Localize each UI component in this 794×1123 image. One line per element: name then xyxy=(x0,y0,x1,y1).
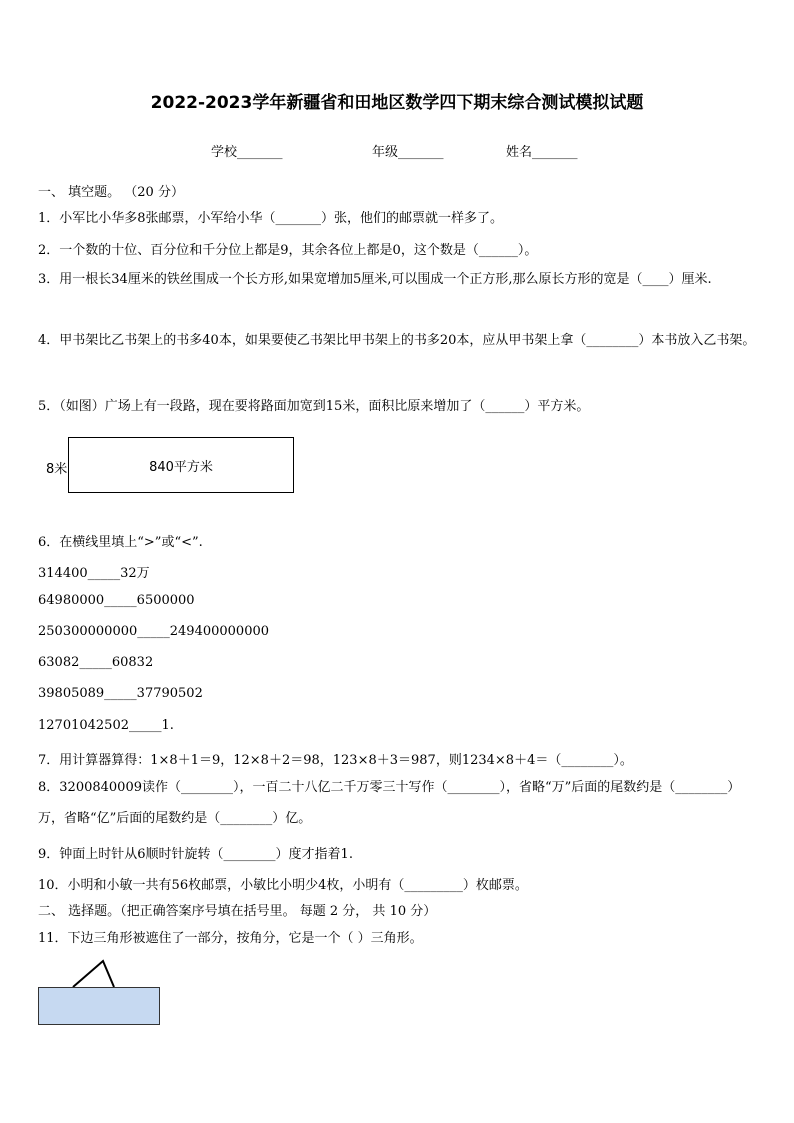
page-title: 2022-2023学年新疆省和田地区数学四下期末综合测试模拟试题 xyxy=(150,93,644,113)
question-5: 5．（如图）广场上有一段路，现在要将路面加宽到15米，面积比原来增加了（______）平方米。 xyxy=(38,399,590,414)
section-heading-fill-blank: 一、 填空题。 （20 分） xyxy=(38,185,184,200)
question-8: 8．3200840009读作（________），一百二十八亿二千万零三十写作（________），省略“万”后面的尾数约是（________）万，省略“亿”后面的尾数约是（________）亿。 xyxy=(38,780,741,826)
cover-rectangle xyxy=(39,988,160,1025)
grade-field: 年级_______ xyxy=(372,145,444,160)
name-field: 姓名_______ xyxy=(506,145,578,160)
question-11: 11．下边三角形被遮住了一部分，按角分，它是一个（ ）三角形。 xyxy=(38,931,423,946)
question-2: 2．一个数的十位、百分位和千分位上都是9，其余各位上都是0，这个数是（______）。 xyxy=(38,243,538,258)
figure-area-label: 840平方米 xyxy=(149,459,213,475)
question-3: 3．用一根长34厘米的铁丝围成一个长方形,如果宽增加5厘米,可以围成一个正方形,那么原长方形的宽是（____）厘米. xyxy=(38,272,712,287)
compare-item-2: 64980000_____6500000 xyxy=(38,593,195,608)
question-7: 7．用计算器算得：1×8＋1＝9，12×8＋2＝98，123×8＋3＝987，则1234×8＋4＝（________）。 xyxy=(38,753,633,768)
covered-triangle-figure xyxy=(38,953,160,1025)
compare-item-5: 39805089_____37790502 xyxy=(38,686,203,701)
compare-item-1: 314400_____32万 xyxy=(38,566,150,581)
section-heading-choice: 二、 选择题。（把正确答案序号填在括号里。 每题 2 分， 共 10 分） xyxy=(38,904,437,919)
road-rectangle-figure xyxy=(68,437,294,493)
school-field: 学校_______ xyxy=(211,145,283,160)
question-4: 4．甲书架比乙书架上的书多40本，如果要使乙书架比甲书架上的书多20本，应从甲书架上拿（________）本书放入乙书架。 xyxy=(38,333,756,348)
figure-side-label: 8米 xyxy=(46,462,68,477)
question-6: 6．在横线里填上“>”或“<”. xyxy=(38,535,203,550)
compare-item-6: 12701042502_____1. xyxy=(38,718,174,733)
question-9: 9．钟面上时针从6顺时针旋转（________）度才指着1. xyxy=(38,847,353,862)
triangle-visible-edges xyxy=(73,961,114,987)
compare-item-4: 63082_____60832 xyxy=(38,655,154,670)
question-1: 1．小军比小华多8张邮票，小军给小华（_______）张，他们的邮票就一样多了。 xyxy=(38,211,504,226)
question-10: 10．小明和小敏一共有56枚邮票，小敏比小明少4枚，小明有（_________）枚邮票。 xyxy=(38,878,528,893)
compare-item-3: 250300000000_____249400000000 xyxy=(38,624,270,639)
